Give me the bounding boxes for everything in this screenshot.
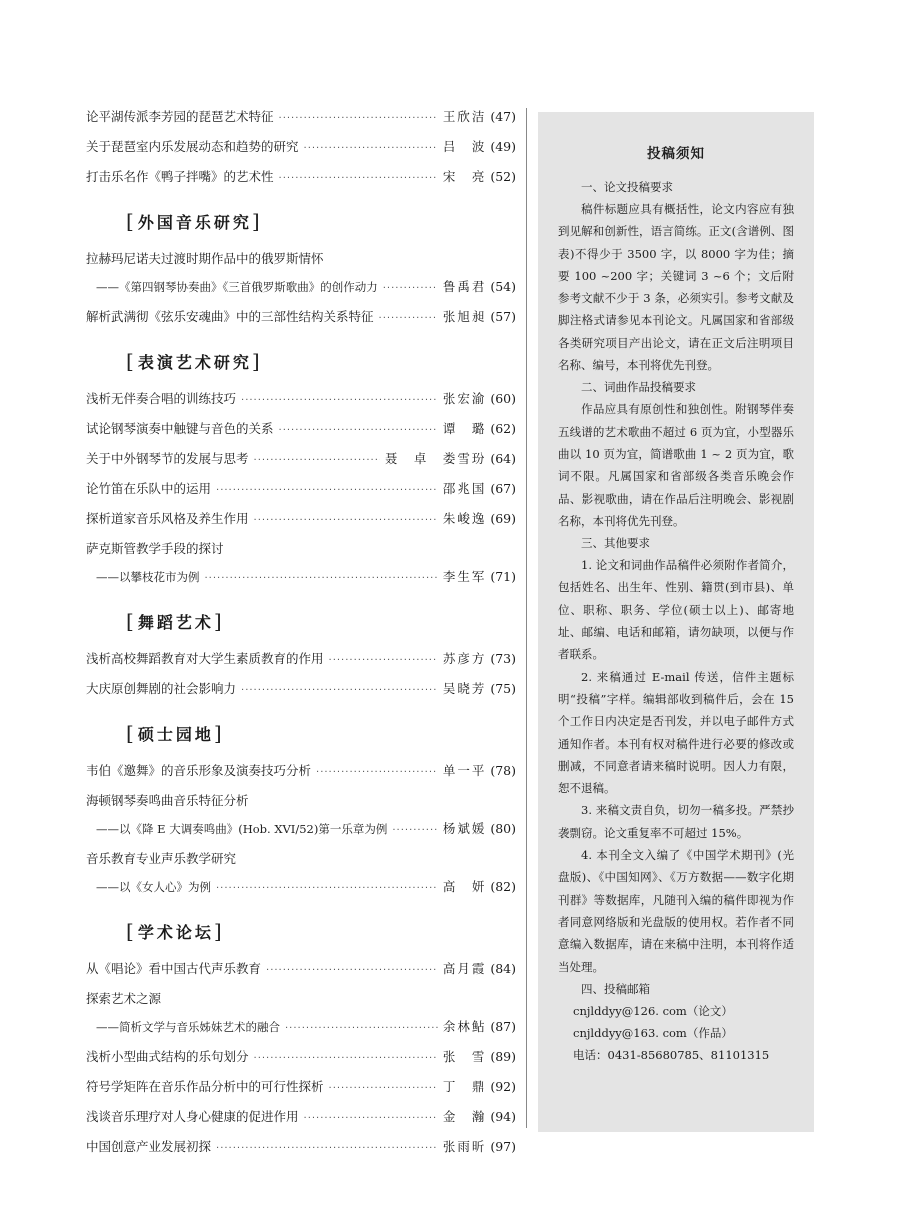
leader-dots (329, 652, 438, 670)
article-author: 王欣洁 (442, 109, 487, 124)
bracket-left-icon: [ (126, 721, 134, 745)
toc-entry (86, 308, 516, 338)
article-title: 中国创意产业发展初探 (86, 1139, 212, 1154)
toc-entry (86, 250, 516, 308)
leader-dots (266, 962, 438, 980)
article-author: 高月霞 (442, 961, 487, 976)
article-author: 张旭昶 (442, 309, 487, 324)
toc-entry (86, 1138, 516, 1168)
bracket-left-icon: [ (126, 609, 134, 633)
article-subtitle: ——简析文学与音乐姊妹艺术的融合 (96, 1020, 280, 1034)
notice-title: 投稿须知 (647, 146, 705, 162)
article-title: 解析武满彻《弦乐安魂曲》中的三部性结构关系特征 (86, 309, 374, 324)
article-title: 海顿钢琴奏鸣曲音乐特征分析 (86, 793, 249, 808)
page-number: (71) (490, 569, 516, 584)
leader-dots (241, 392, 438, 410)
toc-entry (86, 510, 516, 540)
article-author: 高 妍 (442, 879, 487, 894)
section-heading-text: 硕士园地 (137, 725, 214, 744)
leader-dots (254, 1050, 438, 1068)
toc-entry-line (86, 850, 516, 868)
toc-entry-line (86, 450, 516, 468)
bracket-left-icon: [ (126, 209, 134, 233)
page-number: (92) (490, 1079, 516, 1094)
submission-notice-panel (538, 112, 814, 1132)
toc-entry (86, 1108, 516, 1138)
section-heading-text: 表演艺术研究 (137, 353, 252, 372)
toc-entry-line (86, 960, 516, 978)
article-title: 浅析高校舞蹈教育对大学生素质教育的作用 (86, 651, 324, 666)
page-number: (60) (490, 391, 516, 406)
section-heading (86, 598, 516, 650)
leader-dots (279, 422, 438, 440)
article-title: 论平湖传派李芳园的琵琶艺术特征 (86, 109, 274, 124)
section-heading-box (86, 210, 260, 234)
toc-entry-line (86, 878, 516, 896)
toc-entry-line (86, 420, 516, 438)
leader-dots (254, 452, 380, 470)
email-paper: cnjlddyy@126. com（论文） (573, 1003, 733, 1018)
section-heading (86, 338, 516, 390)
page-number: (69) (490, 511, 516, 526)
toc-entry-line (86, 792, 516, 810)
page-number: (80) (490, 821, 516, 836)
article-subtitle: ——以《女人心》为例 (96, 880, 211, 894)
toc-entry-line (86, 308, 516, 326)
toc-entry-line (86, 680, 516, 698)
leader-dots (216, 1140, 438, 1158)
page-number: (89) (490, 1049, 516, 1064)
section-heading-text: 舞蹈艺术 (137, 613, 214, 632)
toc-entry (86, 792, 516, 850)
article-author: 宋 亮 (442, 169, 487, 184)
bracket-right-icon: ] (251, 209, 260, 233)
article-title: 关于中外钢琴节的发展与思考 (86, 451, 249, 466)
article-subtitle: ——以《降 E 大调奏鸣曲》(Hob. XVI/52)第一乐章为例 (96, 822, 388, 836)
toc-entry-line (86, 390, 516, 408)
toc-entry-line (86, 510, 516, 528)
toc-entry (86, 960, 516, 990)
notice-paragraph: 2. 来稿通过 E-mail 传送，信件主题标明“投稿”字样。编辑部收到稿件后，会在 15 个工作日内决定是否刊发，并以电子邮件方式通知作者。本刊有权对稿件进行必要的修改或删减，不同意者请来稿时说明。因人力有限，恕不退稿。 (558, 669, 794, 796)
toc-entry (86, 480, 516, 510)
section-heading-box (86, 722, 222, 746)
column-divider (526, 108, 527, 1128)
article-author: 邵兆国 (442, 481, 487, 496)
bracket-right-icon: ] (213, 609, 222, 633)
bracket-right-icon: ] (251, 349, 260, 373)
page-number: (73) (490, 651, 516, 666)
toc-entry (86, 1078, 516, 1108)
toc-entry (86, 762, 516, 792)
toc-entry (86, 650, 516, 680)
phone-number: 电话：0431-85680785、81101315 (573, 1047, 770, 1062)
toc-entry-line (86, 108, 516, 126)
section-heading-box (86, 350, 260, 374)
toc-entry-line (86, 250, 516, 268)
page-number: (67) (490, 481, 516, 496)
page-number: (78) (490, 763, 516, 778)
article-author: 聂 卓 娄雪玢 (384, 451, 487, 466)
leader-dots (254, 512, 438, 530)
section-heading (86, 710, 516, 762)
leader-dots (285, 1020, 438, 1038)
leader-dots (392, 822, 437, 840)
section-heading-box (86, 920, 222, 944)
section-heading (86, 908, 516, 960)
article-title: 萨克斯管教学手段的探讨 (86, 541, 224, 556)
notice-paragraph: 1. 论文和词曲作品稿件必须附作者简介，包括姓名、出生年、性别、籍贯(到市县)、单位、职称、职务、学位(硕士以上)、邮寄地址、邮编、电话和邮箱，请勿缺项，以便与作者联系。 (558, 558, 794, 662)
page-number: (49) (490, 139, 516, 154)
leader-dots (316, 764, 438, 782)
page-number: (57) (490, 309, 516, 324)
article-title: 论竹笛在乐队中的运用 (86, 481, 212, 496)
notice-paragraph: 3. 来稿文责自负，切勿一稿多投。严禁抄袭剽窃。论文重复率不可超过 15%。 (558, 803, 794, 840)
table-of-contents (86, 108, 516, 1168)
article-author: 朱峻逸 (442, 511, 487, 526)
leader-dots (205, 570, 438, 588)
leader-dots (279, 110, 438, 128)
article-title: 大庆原创舞剧的社会影响力 (86, 681, 237, 696)
notice-paragraph: 4. 本刊全文入编了《中国学术期刊》(光盘版)、《中国知网》、《万方数据——数字化期刊群》等数据库，凡随刊入编的稿件即视为作者同意网络版和光盘版的使用权。若作者不同意编入数据库，请在来稿中注明，本刊将作适当处理。 (558, 848, 794, 974)
article-author: 苏彦方 (442, 651, 487, 666)
toc-entry-line (86, 540, 516, 558)
notice-paragraph: 作品应具有原创性和独创性。附钢琴伴奏五线谱的艺术歌曲不超过 6 页为宜，小型器乐曲以 10 页为宜，简谱歌曲 1 ~ 2 页为宜，歌词不限。凡属国家和省部级各类音乐晚会作品、影视歌曲，请在作品后注明晚会、影视剧名称，本刊将优先刊登。 (558, 402, 794, 528)
article-title: 浅析无伴奏合唱的训练技巧 (86, 391, 237, 406)
article-title: 探析道家音乐风格及养生作用 (86, 511, 249, 526)
leader-dots (379, 310, 438, 328)
toc-entry-line (86, 568, 516, 586)
toc-entry (86, 138, 516, 168)
toc-entry (86, 450, 516, 480)
notice-section-heading: 三、其他要求 (581, 536, 650, 551)
article-author: 余林鲇 (442, 1019, 487, 1034)
article-title: 浅谈音乐理疗对人身心健康的促进作用 (86, 1109, 299, 1124)
notice-section-heading: 四、投稿邮箱 (581, 981, 650, 996)
toc-entry-line (86, 1108, 516, 1126)
article-title: 音乐教育专业声乐教学研究 (86, 851, 237, 866)
section-heading-text: 学术论坛 (137, 923, 214, 942)
article-title: 从《唱论》看中国古代声乐教育 (86, 961, 262, 976)
toc-entry-line (86, 1078, 516, 1096)
toc-entry-line (86, 1018, 516, 1036)
bracket-right-icon: ] (213, 721, 222, 745)
toc-entry (86, 680, 516, 710)
bracket-right-icon: ] (213, 919, 222, 943)
page-number: (47) (490, 109, 516, 124)
toc-entry-line (86, 168, 516, 186)
page-number: (94) (490, 1109, 516, 1124)
article-title: 关于琵琶室内乐发展动态和趋势的研究 (86, 139, 299, 154)
page-number: (54) (490, 279, 516, 294)
toc-entry-line (86, 650, 516, 668)
article-author: 吴晓芳 (442, 681, 487, 696)
article-author: 吕 波 (442, 139, 487, 154)
page-number: (82) (490, 879, 516, 894)
article-title: 打击乐名作《鸭子拌嘴》的艺术性 (86, 169, 274, 184)
leader-dots (329, 1080, 438, 1098)
page-number: (62) (490, 421, 516, 436)
article-title: 符号学矩阵在音乐作品分析中的可行性探析 (86, 1079, 324, 1094)
toc-entry (86, 850, 516, 908)
toc-entry (86, 540, 516, 598)
toc-entry (86, 990, 516, 1048)
article-title: 韦伯《邀舞》的音乐形象及演奏技巧分析 (86, 763, 312, 778)
leader-dots (383, 280, 438, 298)
article-author: 张雨昕 (442, 1139, 487, 1154)
article-author: 谭 璐 (442, 421, 487, 436)
leader-dots (241, 682, 438, 700)
article-title: 浅析小型曲式结构的乐句划分 (86, 1049, 249, 1064)
article-author: 杨斌媛 (442, 821, 487, 836)
toc-entry-line (86, 1048, 516, 1066)
article-author: 丁 鼎 (442, 1079, 487, 1094)
toc-entry-line (86, 762, 516, 780)
toc-entry-line (86, 990, 516, 1008)
article-title: 探索艺术之源 (86, 991, 162, 1006)
toc-entry-line (86, 278, 516, 296)
page-number: (64) (490, 451, 516, 466)
bracket-left-icon: [ (126, 349, 134, 373)
page-number: (52) (490, 169, 516, 184)
notice-section-heading: 一、论文投稿要求 (581, 180, 673, 194)
page-number: (75) (490, 681, 516, 696)
toc-entry (86, 390, 516, 420)
leader-dots (304, 1110, 438, 1128)
article-author: 单一平 (442, 763, 487, 778)
toc-entry-line (86, 138, 516, 156)
notice-section-heading: 二、词曲作品投稿要求 (581, 380, 696, 395)
article-author: 李生军 (442, 569, 487, 584)
toc-entry (86, 1048, 516, 1078)
toc-entry-line (86, 1138, 516, 1156)
email-works: cnjlddyy@163. com（作品） (573, 1025, 733, 1040)
leader-dots (216, 880, 438, 898)
section-heading (86, 198, 516, 250)
page-number: (87) (490, 1019, 516, 1034)
section-heading-text: 外国音乐研究 (137, 213, 252, 232)
article-title: 拉赫玛尼诺夫过渡时期作品中的俄罗斯情怀 (86, 251, 324, 266)
article-subtitle: ——《第四钢琴协奏曲》《三首俄罗斯歌曲》的创作动力 (96, 280, 378, 294)
article-author: 张 雪 (442, 1049, 487, 1064)
bracket-left-icon: [ (126, 919, 134, 943)
article-author: 张宏渝 (442, 391, 487, 406)
leader-dots (216, 482, 438, 500)
article-title: 试论钢琴演奏中触键与音色的关系 (86, 421, 274, 436)
toc-entry (86, 108, 516, 138)
toc-entry-line (86, 820, 516, 838)
article-author: 鲁禹君 (442, 279, 487, 294)
article-subtitle: ——以攀枝花市为例 (96, 570, 200, 584)
toc-entry (86, 420, 516, 450)
section-heading-box (86, 610, 222, 634)
leader-dots (304, 140, 438, 158)
leader-dots (279, 170, 438, 188)
toc-entry (86, 168, 516, 198)
page-number: (97) (490, 1139, 516, 1154)
toc-entry-line (86, 480, 516, 498)
notice-paragraph: 稿件标题应具有概括性，论文内容应有独到见解和创新性，语言简练。正文(含谱例、图表)不得少于 3500 字，以 8000 字为佳；摘要 100 ~200 字；关键词 3 ~6 个；文后附参考文献不少于 3 条，必须实引。参考文献及脚注格式请参见本刊论文。凡属国家和省部级各类研究项目产出论文，请在正文后注明项目名称、编号，本刊将优先刊登。 (558, 202, 794, 373)
article-author: 金 瀚 (442, 1109, 487, 1124)
page-number: (84) (490, 961, 516, 976)
